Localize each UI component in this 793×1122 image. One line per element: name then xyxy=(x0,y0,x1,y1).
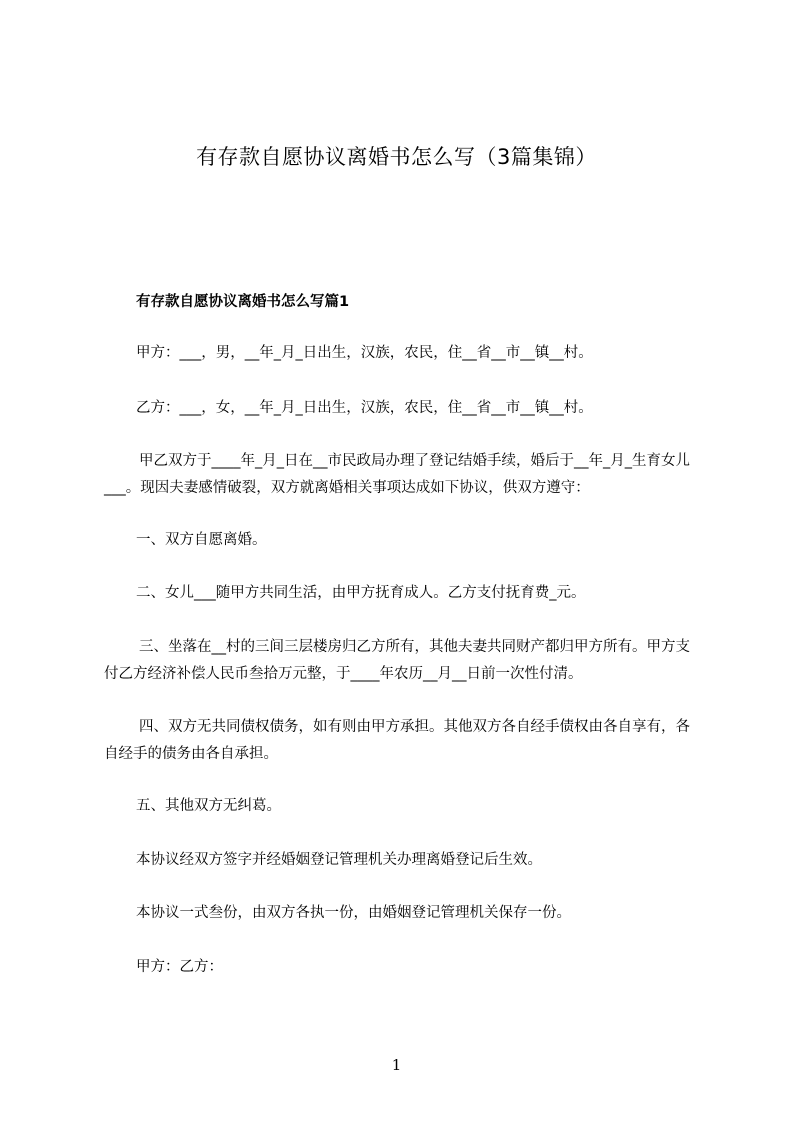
effective-clause-paragraph: 本协议经双方签字并经婚姻登记管理机关办理离婚登记后生效。 xyxy=(136,852,542,868)
marriage-background-paragraph: 甲乙双方于____年_月_日在__市民政局办理了登记结婚手续，婚后于__年_月_生育女儿___。现因夫妻感情破裂，双方就离婚相关事项达成如下协议，供双方遵守： xyxy=(104,453,690,496)
section-heading: 有存款自愿协议离婚书怎么写篇1 xyxy=(136,294,350,310)
clause-4-paragraph: 四、双方无共同债权债务，如有则由甲方承担。其他双方各自经手债权由各自享有，各自经手的债务由各自承担。 xyxy=(104,719,690,762)
party-b-paragraph: 乙方：___，女，__年_月_日出生，汉族，农民，住__省__市__镇__村。 xyxy=(136,400,593,416)
clause-1-paragraph: 一、双方自愿离婚。 xyxy=(136,532,267,548)
party-a-paragraph: 甲方：___，男，__年_月_日出生，汉族，农民，住__省__市__镇__村。 xyxy=(136,345,593,361)
clause-3-paragraph: 三、坐落在__村的三间三层楼房归乙方所有，其他夫妻共同财产都归甲方所有。甲方支付乙方经济补偿人民币叁拾万元整，于____年农历__月__日前一次性付清。 xyxy=(104,639,690,682)
copies-clause-paragraph: 本协议一式叁份，由双方各执一份，由婚姻登记管理机关保存一份。 xyxy=(136,905,571,921)
clause-5-paragraph: 五、其他双方无纠葛。 xyxy=(136,798,281,814)
signature-line: 甲方：乙方： xyxy=(136,959,223,975)
clause-2-paragraph: 二、女儿___随甲方共同生活，由甲方抚育成人。乙方支付抚育费_元。 xyxy=(136,585,586,601)
page-number: 1 xyxy=(391,1056,402,1074)
document-title: 有存款自愿协议离婚书怎么写（3篇集锦） xyxy=(196,145,597,169)
